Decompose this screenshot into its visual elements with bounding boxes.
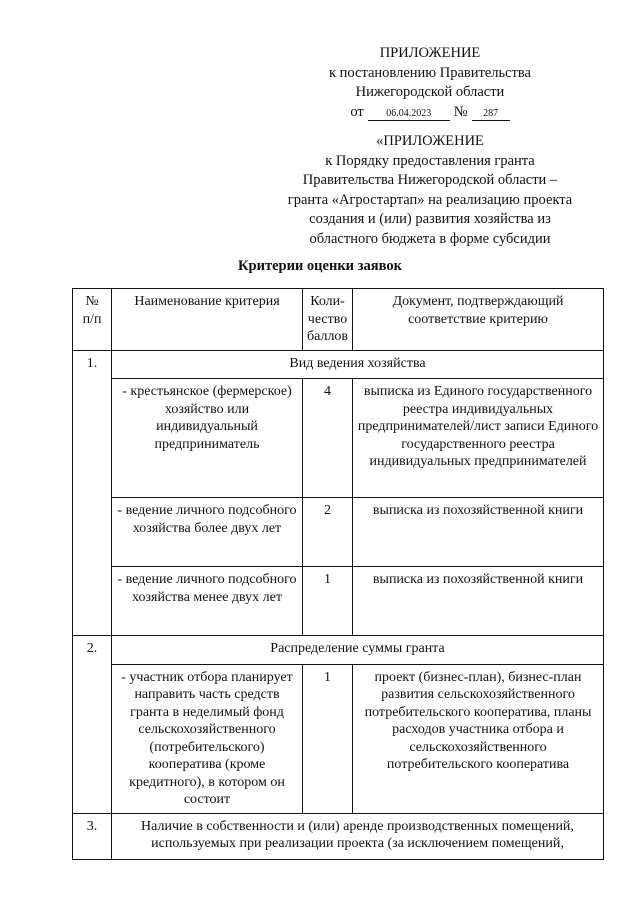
header-points <box>303 289 353 351</box>
document-title: Критерии оценки заявок <box>238 258 402 274</box>
header-points-line: чество <box>307 311 348 327</box>
criterion-points: 1 <box>303 567 353 636</box>
header-document-line: соответствие критерию <box>408 311 548 327</box>
section-row <box>73 636 604 665</box>
section-number: 1. <box>73 350 112 636</box>
criterion-name: - крестьянское (фермерское) хозяйство или индивидуальный предприниматель <box>112 379 303 498</box>
header-title: ПРИЛОЖЕНИЕ <box>379 45 481 61</box>
criterion-row <box>73 498 604 567</box>
header-num-line: № <box>85 294 99 309</box>
appendix-header <box>260 132 600 249</box>
criterion-name: - ведение личного подсобного хозяйства менее двух лет <box>112 567 303 636</box>
criterion-points: 1 <box>303 664 353 813</box>
section-title: Наличие в собственности и (или) аренде производственных помещений, используемых при реализации проекта (за исключением помещений, <box>112 813 604 859</box>
appendix-line: к Порядку предоставления гранта <box>325 152 535 169</box>
header-line-1: к постановлению Правительства <box>329 64 531 81</box>
section-title: Вид ведения хозяйства <box>112 350 604 379</box>
date-value: 06.04.2023 <box>368 108 450 121</box>
criterion-document: выписка из похозяйственной книги <box>353 567 604 636</box>
section-number: 2. <box>73 636 112 814</box>
header-points-line: баллов <box>307 329 349 344</box>
header-document-line: Документ, подтверждающий <box>392 294 564 309</box>
criterion-points: 2 <box>303 498 353 567</box>
table-header-row <box>73 289 604 351</box>
header-points-line: Коли- <box>310 294 345 309</box>
criterion-row <box>73 664 604 813</box>
header-num-line: п/п <box>82 311 102 327</box>
number-value: 287 <box>472 108 510 121</box>
header-line-2: Нижегородской области <box>355 84 505 100</box>
resolution-header <box>260 44 600 122</box>
criterion-row <box>73 379 604 498</box>
date-prefix: от <box>350 103 364 120</box>
appendix-line: областного бюджета в форме субсидии <box>309 230 551 247</box>
section-title: Распределение суммы гранта <box>112 636 604 665</box>
criterion-row <box>73 567 604 636</box>
criterion-document: проект (бизнес-план), бизнес-план развития сельскохозяйственного потребительского кооператива, планы расходов участника отбора и сельскохозяйственного потребительского кооператива <box>353 664 604 813</box>
header-date-line <box>260 103 600 123</box>
appendix-line: гранта «Агростартап» на реализацию проекта <box>287 191 573 208</box>
header-num <box>73 289 112 351</box>
appendix-title: «ПРИЛОЖЕНИЕ <box>376 133 484 149</box>
header-document <box>353 289 604 351</box>
appendix-line: создания и (или) развития хозяйства из <box>309 211 551 227</box>
number-sign: № <box>453 103 468 120</box>
criterion-document: выписка из похозяйственной книги <box>353 498 604 567</box>
section-number: 3. <box>73 813 112 859</box>
criterion-name: - участник отбора планирует направить часть средств гранта в неделимый фонд сельскохозяйственного (потребительского) кооператива (кроме кредитного), в котором он состоит <box>112 664 303 813</box>
criterion-document: выписка из Единого государственного реестра индивидуальных предпринимателей/лист записи Единого государственного реестра индивидуальных предпринимателей <box>353 379 604 498</box>
criterion-name: - ведение личного подсобного хозяйства более двух лет <box>112 498 303 567</box>
section-row <box>73 813 604 859</box>
criterion-points: 4 <box>303 379 353 498</box>
criteria-table <box>72 288 604 860</box>
header-name: Наименование критерия <box>112 289 303 351</box>
appendix-line: Правительства Нижегородской области – <box>302 172 558 188</box>
section-row <box>73 350 604 379</box>
